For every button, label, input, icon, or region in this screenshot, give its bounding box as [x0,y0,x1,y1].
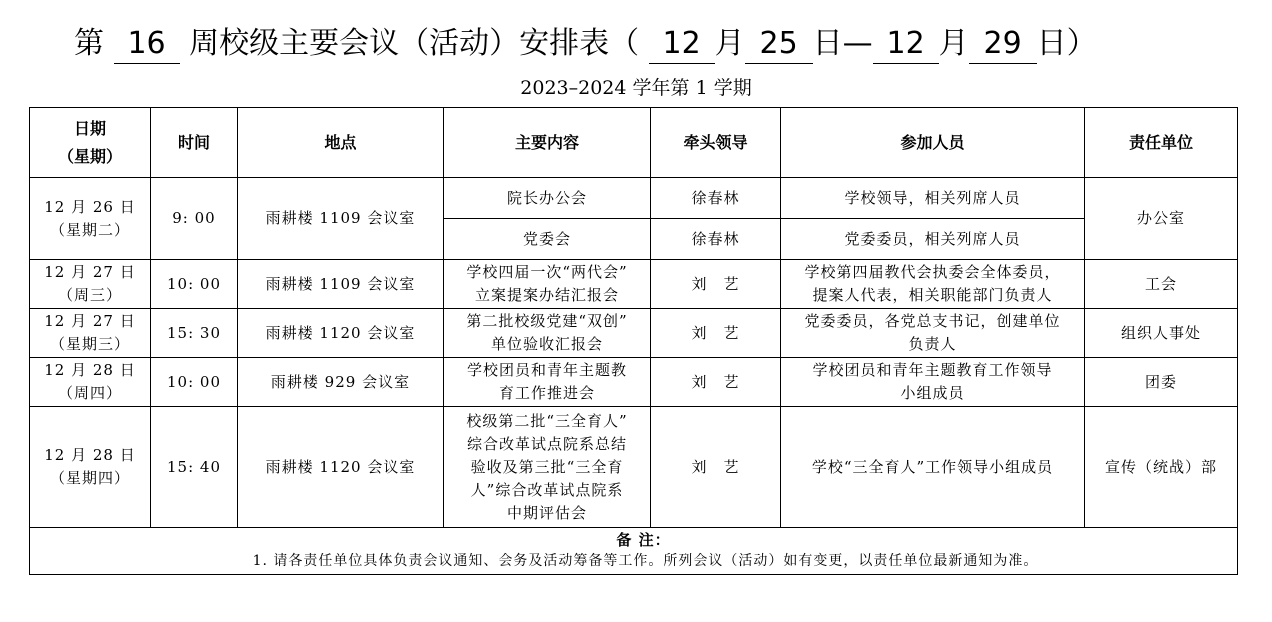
cell-place: 雨耕楼 1120 会议室 [238,407,444,528]
month-char-1: 月 [714,26,745,61]
cell-leader: 徐春林 [651,219,781,260]
cell-date: 12 月 27 日 （星期三） [30,309,151,358]
header-content: 主要内容 [444,108,651,178]
cell-content: 院长办公会 [444,178,651,219]
cell-content: 校级第二批“三全育人” 综合改革试点院系总结 验收及第三批“三全育 人”综合改革试点院系 中期评估会 [444,407,651,528]
cell-unit: 组织人事处 [1085,309,1238,358]
cell-attendees: 党委委员，各党总支书记，创建单位 负责人 [781,309,1085,358]
cell-place: 雨耕楼 1109 会议室 [238,178,444,260]
cell-time: 10: 00 [151,358,238,407]
cell-date: 12 月 27 日 （周三） [30,260,151,309]
header-unit: 责任单位 [1085,108,1238,178]
cell-unit: 工会 [1085,260,1238,309]
cell-attendees: 学校“三全育人”工作领导小组成员 [781,407,1085,528]
cell-unit: 宣传（统战）部 [1085,407,1238,528]
note-row [30,528,1238,575]
cell-place: 雨耕楼 1109 会议室 [238,260,444,309]
cell-date: 12 月 26 日 （星期二） [30,178,151,260]
notes-cell [30,528,1238,575]
header-place: 地点 [238,108,444,178]
header-time: 时间 [151,108,238,178]
schedule-table [29,107,1238,575]
cell-content: 第二批校级党建“双创” 单位验收汇报会 [444,309,651,358]
end-day: 29 [969,25,1037,64]
header-date: 日期 （星期） [30,108,151,178]
cell-attendees: 学校第四届教代会执委会全体委员， 提案人代表，相关职能部门负责人 [781,260,1085,309]
cell-time: 9: 00 [151,178,238,260]
table-row [30,178,1238,219]
cell-attendees: 党委委员，相关列席人员 [781,219,1085,260]
cell-attendees: 学校领导，相关列席人员 [781,178,1085,219]
cell-leader: 徐春林 [651,178,781,219]
cell-place: 雨耕楼 1120 会议室 [238,309,444,358]
title-middle: 周校级主要会议（活动）安排表（ [189,26,640,61]
cell-leader: 刘 艺 [651,309,781,358]
note-line: 1. 请各责任单位具体负责会议通知、会务及活动筹备等工作。所列会议（活动）如有变更，以责任单位最新通知为准。 [252,553,1039,569]
cell-content: 学校团员和青年主题教 育工作推进会 [444,358,651,407]
cell-time: 15: 30 [151,309,238,358]
start-day: 25 [745,25,813,64]
page-title [0,22,1272,66]
title-suffix: 日） [1036,26,1097,61]
cell-leader: 刘 艺 [651,358,781,407]
table-row [30,358,1238,407]
header-leader: 牵头领导 [651,108,781,178]
semester-subtitle: 2023–2024 学年第 1 学期 [520,77,752,99]
cell-place: 雨耕楼 929 会议室 [238,358,444,407]
table-row [30,260,1238,309]
cell-content: 党委会 [444,219,651,260]
table-row [30,407,1238,528]
cell-date: 12 月 28 日 （周四） [30,358,151,407]
cell-attendees: 学校团员和青年主题教育工作领导 小组成员 [781,358,1085,407]
week-number: 16 [114,25,180,64]
cell-time: 15: 40 [151,407,238,528]
note-title: 备 注： [616,531,671,549]
cell-time: 10: 00 [151,260,238,309]
title-prefix: 第 [74,26,104,61]
cell-leader: 刘 艺 [651,260,781,309]
end-month: 12 [873,25,939,64]
header-row [30,108,1238,178]
cell-unit: 办公室 [1085,178,1238,260]
cell-unit: 团委 [1085,358,1238,407]
header-attendees: 参加人员 [781,108,1085,178]
table-row [30,309,1238,358]
month-char-2: 月 [938,26,969,61]
start-month: 12 [649,25,715,64]
cell-leader: 刘 艺 [651,407,781,528]
day-char-1: 日— [812,26,873,61]
cell-content: 学校四届一次“两代会” 立案提案办结汇报会 [444,260,651,309]
cell-date: 12 月 28 日 （星期四） [30,407,151,528]
